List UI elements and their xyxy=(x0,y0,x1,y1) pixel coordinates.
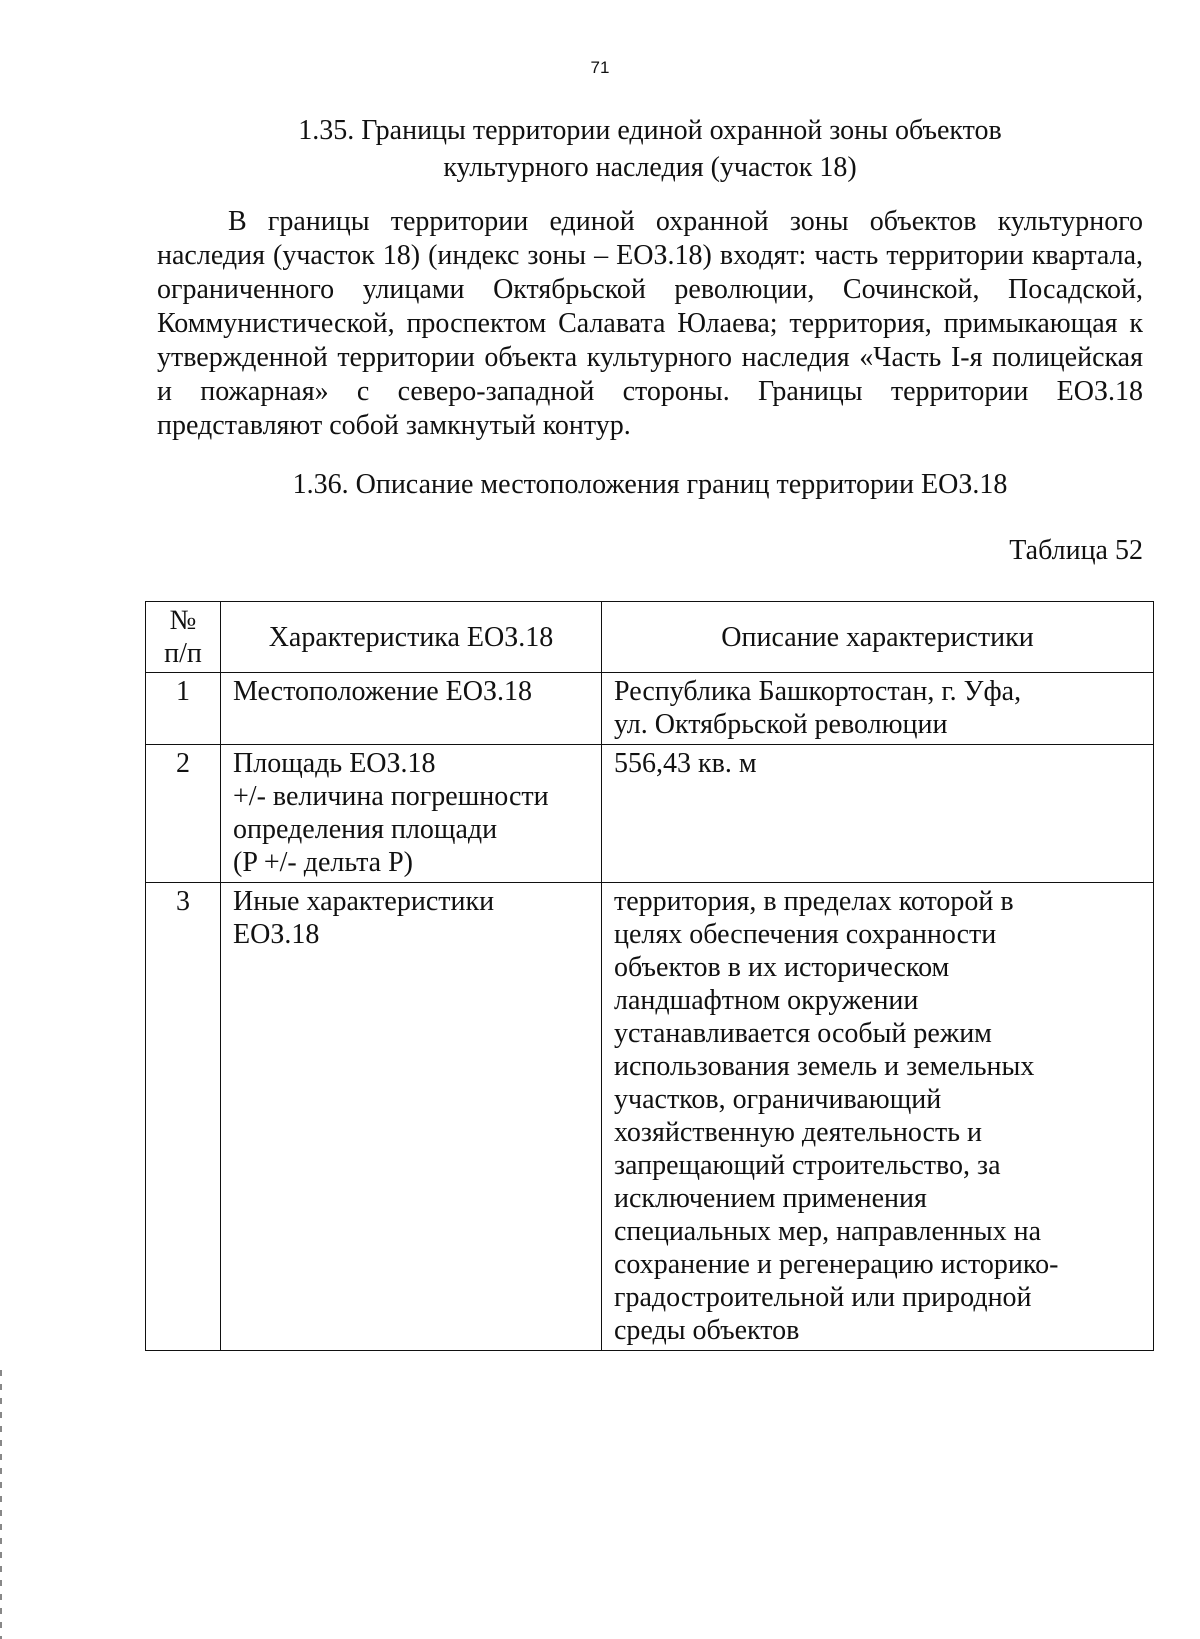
description-line: территория, в пределах которой в xyxy=(614,886,1014,917)
table-body xyxy=(146,673,1154,1351)
description-line: участков, ограничивающий xyxy=(614,1084,942,1115)
table-caption: Таблица 52 xyxy=(1009,535,1143,566)
header-characteristic: Характеристика ЕОЗ.18 xyxy=(221,602,602,673)
section-1-36-heading: 1.36. Описание местоположения границ территории ЕОЗ.18 xyxy=(292,469,1008,500)
description-line: использования земель и земельных xyxy=(614,1051,1035,1082)
header-num-line2: п/п xyxy=(164,638,202,669)
row-number: 2 xyxy=(146,745,221,883)
page-number: 71 xyxy=(590,58,610,77)
row-characteristic xyxy=(221,673,602,745)
description-line: сохранение и регенерацию историко- xyxy=(614,1249,1059,1280)
description-line: объектов в их историческом xyxy=(614,952,950,983)
characteristic-line: +/- величина погрешности xyxy=(233,781,549,812)
table-row xyxy=(146,745,1154,883)
description-line: среды объектов xyxy=(614,1315,800,1346)
characteristic-line: ЕОЗ.18 xyxy=(233,919,320,950)
header-num xyxy=(146,602,221,673)
characteristics-table xyxy=(145,601,1154,1351)
description-line: 556,43 кв. м xyxy=(614,748,757,779)
description-line: целях обеспечения сохранности xyxy=(614,919,997,950)
characteristic-line: Местоположение ЕОЗ.18 xyxy=(233,676,532,707)
row-characteristic xyxy=(221,745,602,883)
description-line: ландшафтном окружении xyxy=(614,985,919,1016)
row-number: 3 xyxy=(146,883,221,1351)
description-line: исключением применения xyxy=(614,1183,927,1214)
characteristic-line: определения площади xyxy=(233,814,498,845)
scan-margin-mark xyxy=(0,1370,2,1639)
characteristic-line: Иные характеристики xyxy=(233,886,495,917)
table-row xyxy=(146,883,1154,1351)
description-line: хозяйственную деятельность и xyxy=(614,1117,982,1148)
section-1-35-heading xyxy=(150,112,1150,186)
description-line: запрещающий строительство, за xyxy=(614,1150,1001,1181)
description-line: градостроительной или природной xyxy=(614,1282,1032,1313)
description-line: ул. Октябрьской революции xyxy=(614,709,948,740)
row-number: 1 xyxy=(146,673,221,745)
section-1-35-title-line1: 1.35. Границы территории единой охранной зоны объектов xyxy=(298,115,1002,146)
description-line: устанавливается особый режим xyxy=(614,1018,992,1049)
characteristic-line: Площадь ЕОЗ.18 xyxy=(233,748,436,779)
row-description xyxy=(602,745,1154,883)
description-line: Республика Башкортостан, г. Уфа, xyxy=(614,676,1022,707)
row-characteristic xyxy=(221,883,602,1351)
row-description xyxy=(602,883,1154,1351)
header-num-line1: № xyxy=(169,605,197,636)
description-line: специальных мер, направленных на xyxy=(614,1216,1042,1247)
characteristic-line: (P +/- дельта P) xyxy=(233,847,414,878)
section-1-35-title-line2: культурного наследия (участок 18) xyxy=(443,152,857,183)
row-description xyxy=(602,673,1154,745)
table-header-row xyxy=(146,602,1154,673)
section-1-35-paragraph: В границы территории единой охранной зоны объектов культурного наследия (участок 18) (индекс зоны – ЕОЗ.18) входят: часть территории квартала, ограниченного улицами Октябрьской революции, Сочинской, Посадской, Коммунистической, проспектом Салавата Юлаева; территория, примыкающая к утвержденной территории объекта культурного наследия «Часть I-я полицейская и пожарная» с северо-западной стороны. Границы территории ЕОЗ.18 представляют собой замкнутый контур. xyxy=(157,206,1143,441)
table-row xyxy=(146,673,1154,745)
header-description: Описание характеристики xyxy=(602,602,1154,673)
